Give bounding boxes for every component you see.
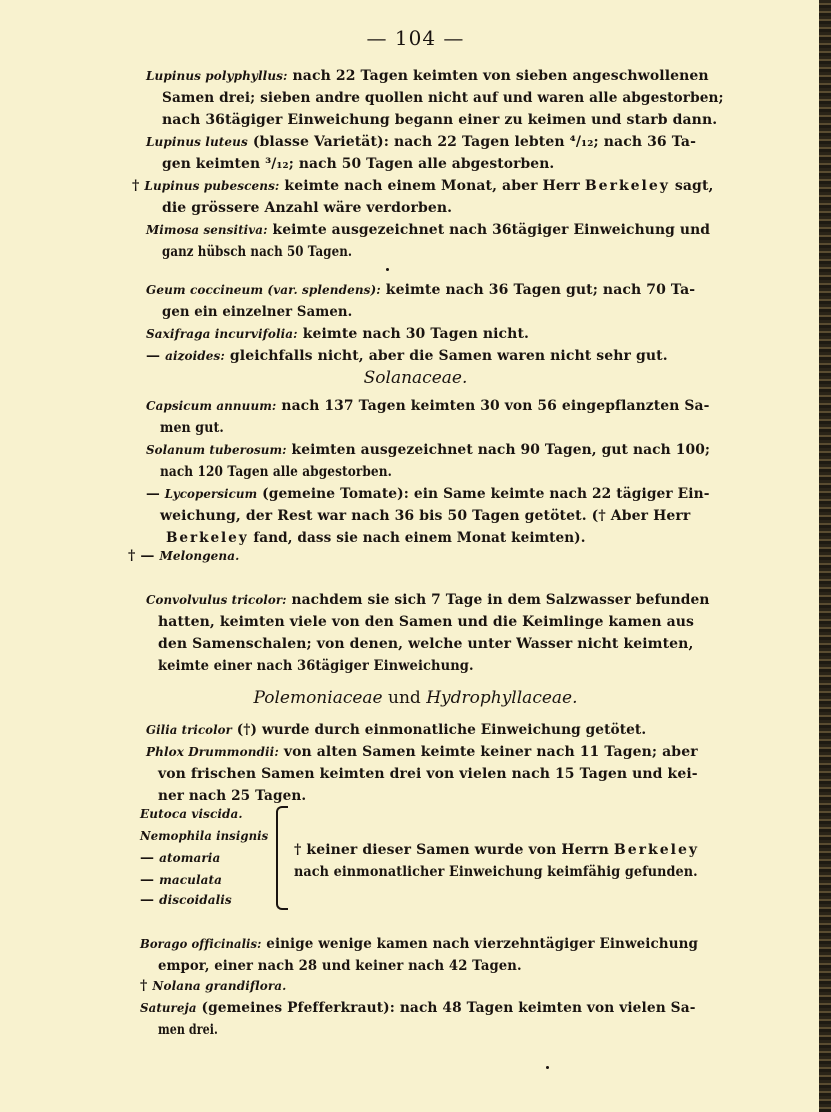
text-line <box>158 656 474 676</box>
text-line <box>158 764 706 784</box>
line-text: (†) wurde durch einmonatliche Einweichung getötet. <box>231 722 647 738</box>
line-text: nach 36tägiger Einweichung begann einer zu keimen und starb dann. <box>162 112 718 128</box>
line-text: von frischen Samen keimten drei von vielen nach 15 Tagen und kei- <box>158 766 698 782</box>
line-prefix: † <box>132 178 145 194</box>
text-line <box>160 506 708 526</box>
line-text: nachdem sie sich 7 Tage in dem Salzwasser befunden <box>286 592 710 608</box>
heading-solanaceae: Solanaceae. <box>363 368 468 388</box>
heading-polemoniaceae: Polemoniaceae <box>253 688 383 708</box>
line-text: (gemeine Tomate): ein Same keimte nach 22 tägiger Ein- <box>257 486 710 502</box>
text-line <box>146 132 726 152</box>
text-line <box>140 848 226 868</box>
text-line <box>162 154 555 174</box>
text-line <box>158 634 708 654</box>
line-text: nach 120 Tagen alle abgestorben. <box>160 464 392 480</box>
spaced-name: Berkeley <box>613 842 700 858</box>
text-line <box>158 956 522 976</box>
text-line <box>132 176 726 196</box>
line-text: von alten Samen keimte keiner nach 11 Tagen; aber <box>278 744 698 760</box>
species-name: Satureja <box>140 1001 197 1015</box>
text-line <box>146 324 542 344</box>
line-text: gen keimten ³/₁₂; nach 50 Tagen alle abgestorben. <box>162 156 555 172</box>
spaced-name: Berkeley <box>166 530 249 546</box>
line-text: ganz hübsch nach 50 Tagen. <box>162 244 353 260</box>
text-line <box>140 998 696 1018</box>
line-text: keimte nach 30 Tagen nicht. <box>297 326 530 342</box>
species-name: Mimosa sensitiva: <box>146 223 268 237</box>
text-line <box>160 462 392 482</box>
line-text: gleichfalls nicht, aber die Samen waren nicht sehr gut. <box>224 348 668 364</box>
text-line <box>158 1020 218 1040</box>
text-line <box>160 418 224 438</box>
line-text: nach 137 Tagen keimten 30 von 56 eingepflanzten Sa- <box>276 398 710 414</box>
heading-hydrophyllaceae: Hydrophyllaceae. <box>426 688 578 708</box>
text-line <box>162 242 353 262</box>
text-line <box>162 198 452 218</box>
text-line <box>162 302 353 322</box>
speck <box>386 268 389 271</box>
species-name: discoidalis <box>159 893 232 907</box>
species-name: Saxifraga incurvifolia: <box>146 327 298 341</box>
text-line <box>146 280 710 300</box>
line-text: men gut. <box>160 420 224 436</box>
text-line <box>162 88 724 108</box>
text-line <box>158 612 708 632</box>
line-suffix: fand, dass sie nach einem Monat keimten). <box>248 530 586 546</box>
species-name: Capsicum annuum: <box>146 399 277 413</box>
species-name: Convolvulus tricolor: <box>146 593 287 607</box>
text-line <box>128 546 256 566</box>
text-line <box>294 862 698 882</box>
line-prefix: — <box>146 486 165 502</box>
text-line <box>146 66 726 86</box>
line-prefix: † <box>140 978 153 994</box>
species-name: Phlox Drummondii: <box>146 745 279 759</box>
line-text: einige wenige kamen nach vierzehntägiger Einweichung <box>261 936 698 952</box>
text-line <box>140 804 248 824</box>
line-text: keimte ausgezeichnet nach 36tägiger Einweichung und <box>267 222 711 238</box>
line-text: hatten, keimten viele von den Samen und die Keimlinge kamen aus <box>158 614 695 630</box>
line-text: keimte nach einem Monat, aber Herr <box>279 178 585 194</box>
line-text: empor, einer nach 28 und keiner nach 42 Tagen. <box>158 958 522 974</box>
heading-und: und <box>382 688 427 708</box>
text-line <box>158 786 307 806</box>
text-line <box>146 440 711 460</box>
line-text: keimte nach 36 Tagen gut; nach 70 Ta- <box>380 282 696 298</box>
text-line <box>146 590 710 610</box>
line-text: weichung, der Rest war nach 36 bis 50 Tagen getötet. († Aber Herr <box>160 508 691 524</box>
line-text: Samen drei; sieben andre quollen nicht auf und waren alle abgestorben; <box>162 90 724 106</box>
text-line <box>166 528 586 548</box>
text-line <box>140 870 228 890</box>
text-line <box>146 220 711 240</box>
line-text: † keiner dieser Samen wurde von Herrn <box>294 842 614 858</box>
line-prefix: — <box>140 872 160 888</box>
line-text: nach einmonatlicher Einweichung keimfähig gefunden. <box>294 864 698 880</box>
text-line <box>140 934 698 954</box>
text-line <box>146 720 647 740</box>
text-line <box>140 890 238 910</box>
line-text: men drei. <box>158 1022 218 1038</box>
species-name: Borago officinalis: <box>140 937 262 951</box>
text-line <box>140 976 286 996</box>
species-name: aizoides: <box>165 349 225 363</box>
text-line <box>146 396 710 416</box>
species-name: Nolana grandiflora. <box>152 979 287 993</box>
line-text: ner nach 25 Tagen. <box>158 788 307 804</box>
species-name: Lupinus luteus <box>146 135 248 149</box>
species-name: Lupinus pubescens: <box>144 179 280 193</box>
line-prefix: — <box>140 850 160 866</box>
text-line <box>294 840 698 860</box>
page-edge <box>819 0 831 1112</box>
species-name: Solanum tuberosum: <box>146 443 287 457</box>
line-text: die grössere Anzahl wäre verdorben. <box>162 200 453 216</box>
text-line <box>146 742 706 762</box>
species-name: Lupinus polyphyllus: <box>146 69 288 83</box>
speck <box>546 1066 549 1069</box>
heading-polemoniaceae-hydrophyllaceae <box>0 688 831 708</box>
text-line <box>162 110 726 130</box>
line-text: (gemeines Pfefferkraut): nach 48 Tagen keimten von vielen Sa- <box>196 1000 696 1016</box>
species-name: Melongena. <box>159 549 240 563</box>
species-name: Lycopersicum <box>164 487 258 501</box>
species-name: Geum coccineum (var. splendens): <box>146 283 381 297</box>
text-line <box>140 826 269 846</box>
line-text: keimte einer nach 36tägiger Einweichung. <box>158 658 474 674</box>
species-name: Gilia tricolor <box>146 723 232 737</box>
line-prefix: † — <box>128 548 160 564</box>
text-line <box>146 484 710 504</box>
line-text: gen ein einzelner Samen. <box>162 304 353 320</box>
line-prefix: — <box>140 892 160 908</box>
line-prefix: — <box>146 348 166 364</box>
spaced-name: Berkeley <box>584 178 670 194</box>
species-name: maculata <box>159 873 223 887</box>
line-suffix: sagt, <box>669 178 714 194</box>
species-name: Eutoca viscida. <box>140 807 243 821</box>
line-text: (blasse Varietät): nach 22 Tagen lebten ⁴/₁₂; nach 36 Ta- <box>247 134 697 150</box>
text-line <box>146 346 692 366</box>
brace <box>276 806 288 910</box>
line-text: den Samenschalen; von denen, welche unter Wasser nicht keimten, <box>158 636 694 652</box>
species-name: atomaria <box>159 851 221 865</box>
line-text: keimten ausgezeichnet nach 90 Tagen, gut nach 100; <box>286 442 711 458</box>
line-text: nach 22 Tagen keimten von sieben angeschwollenen <box>287 68 709 84</box>
species-name: Nemophila insignis <box>140 829 269 843</box>
page-number: — 104 — <box>366 26 465 50</box>
